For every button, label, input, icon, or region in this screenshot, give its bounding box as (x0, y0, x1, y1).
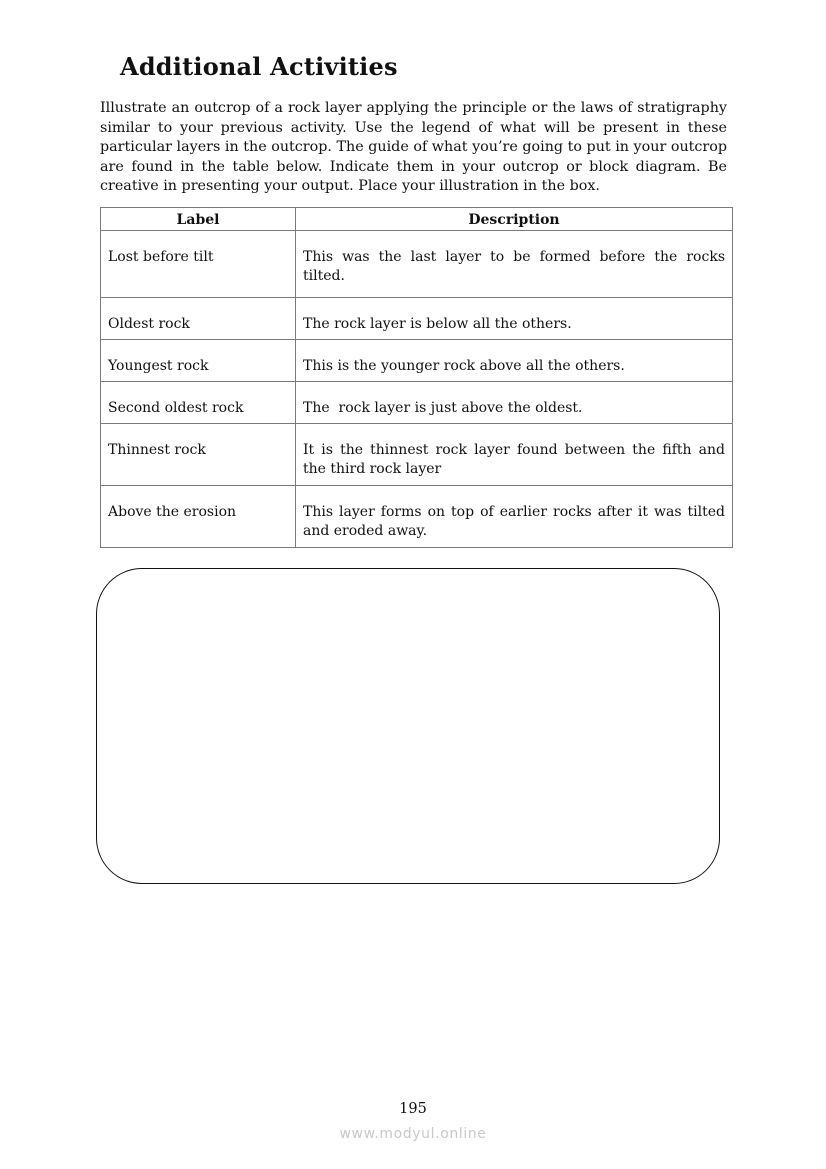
row-description (296, 382, 733, 424)
row-description-text: The rock layer is below all the others. (303, 316, 572, 332)
row-label (101, 298, 296, 340)
row-description (296, 424, 733, 486)
row-description-text: This layer forms on top of earlier rocks after it was tilted and eroded away. (303, 504, 725, 539)
row-label (101, 382, 296, 424)
page-title: Additional Activities (120, 52, 398, 81)
table-row (101, 340, 733, 382)
row-description-text: This was the last layer to be formed before the rocks tilted. (303, 249, 725, 284)
row-label-text: Oldest rock (108, 316, 190, 332)
row-label (101, 424, 296, 486)
layer-guide-table (100, 207, 733, 548)
page-number: 195 (399, 1101, 427, 1117)
illustration-box[interactable] (96, 568, 720, 884)
table-row (101, 424, 733, 486)
row-label (101, 486, 296, 548)
instructions-paragraph: Illustrate an outcrop of a rock layer applying the principle or the laws of stratigraphy similar to your previous activity. Use the legend of what will be present in these particular layers in the outcrop. The guide of what you’re going to put in your outcrop are found in the table below. Indicate them in your outcrop or block diagram. Be creative in presenting your output. Place your illustration in the box. (100, 100, 727, 194)
row-description-text: It is the thinnest rock layer found between the fifth and the third rock layer (303, 442, 725, 477)
row-label (101, 231, 296, 298)
row-description (296, 231, 733, 298)
table-row (101, 231, 733, 298)
watermark-text: www.modyul.online (339, 1126, 487, 1142)
row-description (296, 298, 733, 340)
table-header-row (101, 208, 733, 231)
table-row (101, 382, 733, 424)
row-label-text: Lost before tilt (108, 249, 214, 265)
row-description (296, 340, 733, 382)
row-description (296, 486, 733, 548)
row-description-text: This is the younger rock above all the others. (303, 358, 625, 374)
column-header-description: Description (296, 208, 733, 231)
row-description-text: The rock layer is just above the oldest. (303, 400, 583, 416)
column-header-label: Label (101, 208, 296, 231)
table-row (101, 298, 733, 340)
row-label-text: Youngest rock (108, 358, 209, 374)
row-label-text: Above the erosion (108, 504, 237, 520)
row-label-text: Thinnest rock (108, 442, 206, 458)
table-row (101, 486, 733, 548)
row-label-text: Second oldest rock (108, 400, 244, 416)
row-label (101, 340, 296, 382)
